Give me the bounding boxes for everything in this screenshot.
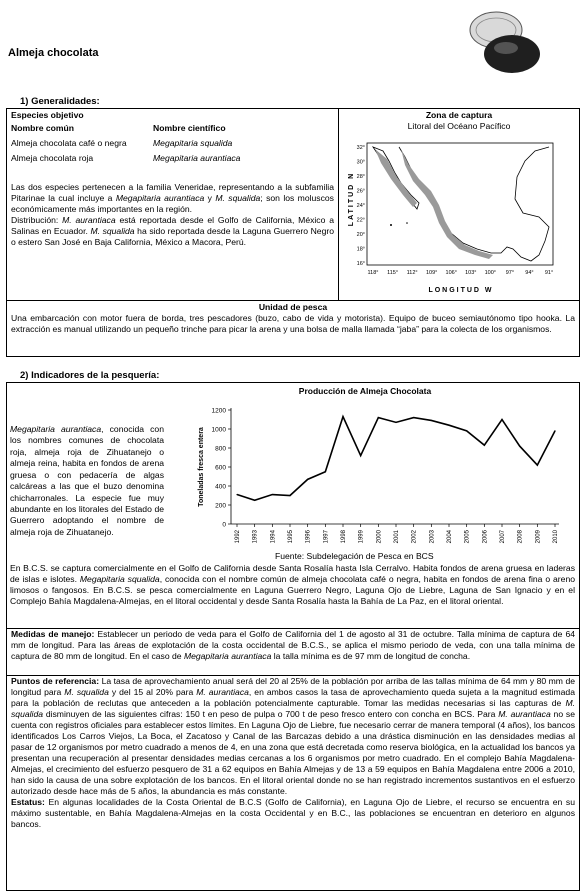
map-lat-tick: 26°	[356, 188, 365, 195]
distribution-text: Distribución: M. aurantiaca está reportada desde el Golfo de California, México a Salinas en Ecuador. M. squalida ha sido reportada desde la Laguna Guerrero Negro o estero San José en Baja California, México a Macora, Perú.	[11, 215, 334, 247]
bcs-distribution-text: En B.C.S. se captura comercialmente en el Golfo de California desde Santa Rosalía hasta Isla Cerralvo. Habita fondos de arena gruesa en laderas de islas e islotes. Megapitaria squalida, conocida con el nombre común de almeja chocolata café o negra, habita en fondos de arena fina o areno limosos o fangosos. En B.C.S. se pesca comercialmente en Laguna Guerrero Negro, Laguna Ojo de Liebre, Laguna de San Ignacio y en el Complejo Bahía Magdalena-Almejas, en el litoral occidental y desde Santa Rosalía hasta la Bahía de La Paz, en el litoral oriental.	[10, 563, 575, 606]
map-lat-label: LATITUD N	[348, 171, 355, 227]
capture-zone-box	[338, 108, 580, 301]
chart-source: Fuente: Subdelegación de Pesca en BCS	[275, 551, 434, 561]
management-text: Medidas de manejo: Establecer un periodo de veda para el Golfo de California del 1 de agosto al 31 de octubre. Talla mínima de captura de 64 mm de longitud. Para las áreas de explotación de la costa occidental de B.C.S., se aplica el mismo periodo de veda, con una talla mínima de captura de 80 mm de longitud. En el caso de Megapitaria aurantiaca la talla mínima es de 97 mm de longitud de concha.	[11, 629, 575, 661]
chart-x-tick-label: 2004	[447, 530, 453, 544]
capture-zone-area	[375, 149, 417, 207]
chart-x-tick-label: 1997	[323, 530, 330, 544]
management-box	[6, 628, 580, 676]
chart-x-tick-label: 2008	[517, 530, 524, 544]
map-lat-tick: 30°	[356, 159, 365, 166]
map-lat-tick: 22°	[356, 217, 365, 224]
chart-x-tick-label: 2001	[394, 530, 400, 544]
capture-zone-map	[339, 137, 579, 297]
section1-heading: 1) Generalidades:	[20, 96, 100, 107]
species-description: Las dos especies pertenecen a la familia Veneridae, representando a la subfamilia Pitarinae la cual incluye a Megapitaria aurantiaca y M. squalida; son los moluscos económicamente más importantes en la región.	[11, 182, 334, 214]
species-scientific: Megapitaria aurantiaca	[153, 153, 241, 163]
map-lon-tick: 118°	[367, 270, 379, 276]
chart-y-axis-label: Toneladas fresca entera	[198, 427, 205, 507]
map-lon-tick: 100°	[484, 270, 497, 276]
chart-y-tick-label: 800	[215, 445, 226, 453]
chart-x-tick-label: 1999	[358, 530, 365, 544]
species-habitat-text: Megapitaria aurantiaca, conocida con los nombres comunes de chocolata roja, almeja roja de Zihuatanejo o almeja reina, habita en fondos de arena gruesa o con pedacería de algas calcáreas a las que el buzo denomina chicharronales. La especie fue muy abundante en los litorales del Estado de Guerrero adoptando el nombre de almeja roja de Zihuatanejo.	[10, 424, 164, 537]
map-lat-tick: 20°	[356, 232, 365, 238]
chart-y-tick-label: 200	[215, 502, 226, 510]
map-lat-tick: 16°	[356, 261, 365, 267]
map-lon-ticks	[368, 270, 554, 276]
coastline	[399, 147, 549, 261]
chart-x-tick-label: 2006	[482, 530, 489, 544]
chart-y-tick-label: 0	[222, 521, 226, 529]
unit-text: Una embarcación con motor fuera de borda, tres pescadores (buzo, cabo de vida y motorista). Equipo de buceo semiautónomo tipo hooka. La extracción es manual utilizando un pequeño trinche para picar la arena y una bolsa de malla llamada “jaba” para la colecta de los organismos.	[11, 313, 575, 334]
species-header: Especies objetivo	[11, 110, 84, 120]
col-common-header: Nombre común	[11, 123, 75, 133]
chart-x-tick-label: 1993	[252, 530, 259, 544]
fishing-unit-box	[6, 300, 580, 357]
species-scientific: Megapitaria squalida	[153, 138, 233, 148]
chart-x-tick-label: 1992	[235, 530, 241, 544]
map-lon-tick: 115°	[387, 270, 399, 276]
chart-x-tick-label: 2002	[411, 530, 418, 544]
map-lat-tick: 18°	[356, 246, 365, 253]
production-chart	[193, 385, 569, 560]
map-lon-tick: 94°	[525, 270, 534, 276]
chart-x-tick-label: 2000	[376, 530, 383, 544]
col-scientific-header: Nombre científico	[153, 123, 226, 133]
page-title: Almeja chocolata	[8, 47, 99, 59]
map-lon-tick: 97°	[505, 270, 515, 276]
chart-x-tick-label: 2009	[535, 530, 542, 544]
zone-subtitle: Litoral del Océano Pacífico	[407, 121, 511, 131]
chart-y-tick-label: 400	[215, 483, 226, 491]
clam-shell-illustration	[466, 6, 546, 76]
map-lon-label: LONGITUD W	[428, 287, 494, 294]
species-row	[11, 149, 334, 164]
chart-x-tick-label: 2010	[553, 530, 559, 544]
section2-heading: 2) Indicadores de la pesquería:	[20, 370, 160, 381]
species-common: Almeja chocolata café o negra	[11, 138, 127, 148]
status-text: Estatus: En algunas localidades de la Costa Oriental de B.C.S (Golfo de California), en Laguna Ojo de Liebre, el recurso se encuentra en su máximo sustentable, en Bahía Magdalena-Almejas en la costa Occidental y en B.C., las poblaciones se encuentran en deterioro en algunos bancos.	[11, 797, 575, 829]
chart-y-tick-label: 1000	[211, 426, 226, 434]
map-lat-tick: 32°	[356, 145, 365, 151]
chart-x-tick-label: 1996	[305, 530, 312, 544]
zone-header: Zona de captura	[425, 110, 493, 120]
unit-header: Unidad de pesca	[258, 302, 328, 312]
map-lat-tick: 28°	[356, 174, 365, 180]
chart-x-tick-label: 1998	[341, 530, 347, 544]
reference-points-text: Puntos de referencia: La tasa de aprovechamiento anual será del 20 al 25% de la población por arriba de las tallas mínima de 64 mm y 80 mm de longitud para M. squalida y del 15 al 20% para M. aurantiaca, en ambos casos la tasa de aprovechamiento queda sujeta a la magnitud estimada para la población de reclutas que anteceden a la población potencialmente capturable. Tomar las medidas necesarias si las capturas de M. squalida disminuyen de las siguientes cifras: 150 t en peso de pulpa o 700 t de peso fresco entero con concha en BCS. Para M. aurantiaca no se cuenta con registros oficiales para establecer estos límites. En Laguna Ojo de Liebre, fue necesario cerrar de manera temporal (4 años), los bancos identificados Los Carros Viejos, La Boca, el Zacatoso y Canal de las Barcazas debido a una drástica disminución en las densidades medias al pasar de 12 organismos por metro cuadrado a menos de 4, en una zona que está decretada como reserva biológica, en la actualidad los bancos ya presentan una recuperación al presentar densidades medias cercanas a los 6 organismos por metro cuadrado. En el complejo Bahía Magdalena-Almejas, el crecimiento del esfuerzo pesquero de 31 a 62 equipos en Bahía Almejas y de 13 a 59 equipos en Bahía Magdalena entre 2006 a 2010, han sido la causa de una sobre explotación de los bancos. En el litoral oriental donde no se han registrado incrementos sustantivos en el esfuerzo autorizado desde hace más de 5 años, la abundancia es más constante.	[11, 676, 576, 796]
chart-y-tick-label: 600	[215, 464, 226, 472]
map-lat-ticks	[357, 145, 365, 267]
chart-y-tick-label: 1200	[211, 407, 226, 415]
chart-series-line	[237, 417, 555, 501]
chart-x-tick-label: 2003	[429, 530, 436, 544]
map-lon-tick: 91°	[544, 270, 554, 276]
species-row	[11, 134, 334, 149]
species-box	[6, 108, 339, 301]
chart-x-tick-label: 2005	[464, 530, 471, 544]
chart-title: Producción de Almeja Chocolata	[298, 386, 432, 396]
species-common: Almeja chocolata roja	[11, 153, 94, 163]
map-lon-tick: 103°	[465, 270, 477, 276]
indicators-box	[6, 382, 580, 629]
reference-points-box	[6, 675, 580, 891]
chart-x-tick-label: 1994	[270, 530, 277, 544]
chart-x-tick-label: 2007	[500, 530, 506, 544]
map-lat-tick: 24°	[356, 203, 365, 209]
map-lon-tick: 112°	[406, 270, 418, 276]
chart-x-tick-label: 1995	[288, 530, 294, 544]
map-lon-tick: 109°	[425, 270, 438, 276]
map-lon-tick: 106°	[445, 270, 457, 276]
